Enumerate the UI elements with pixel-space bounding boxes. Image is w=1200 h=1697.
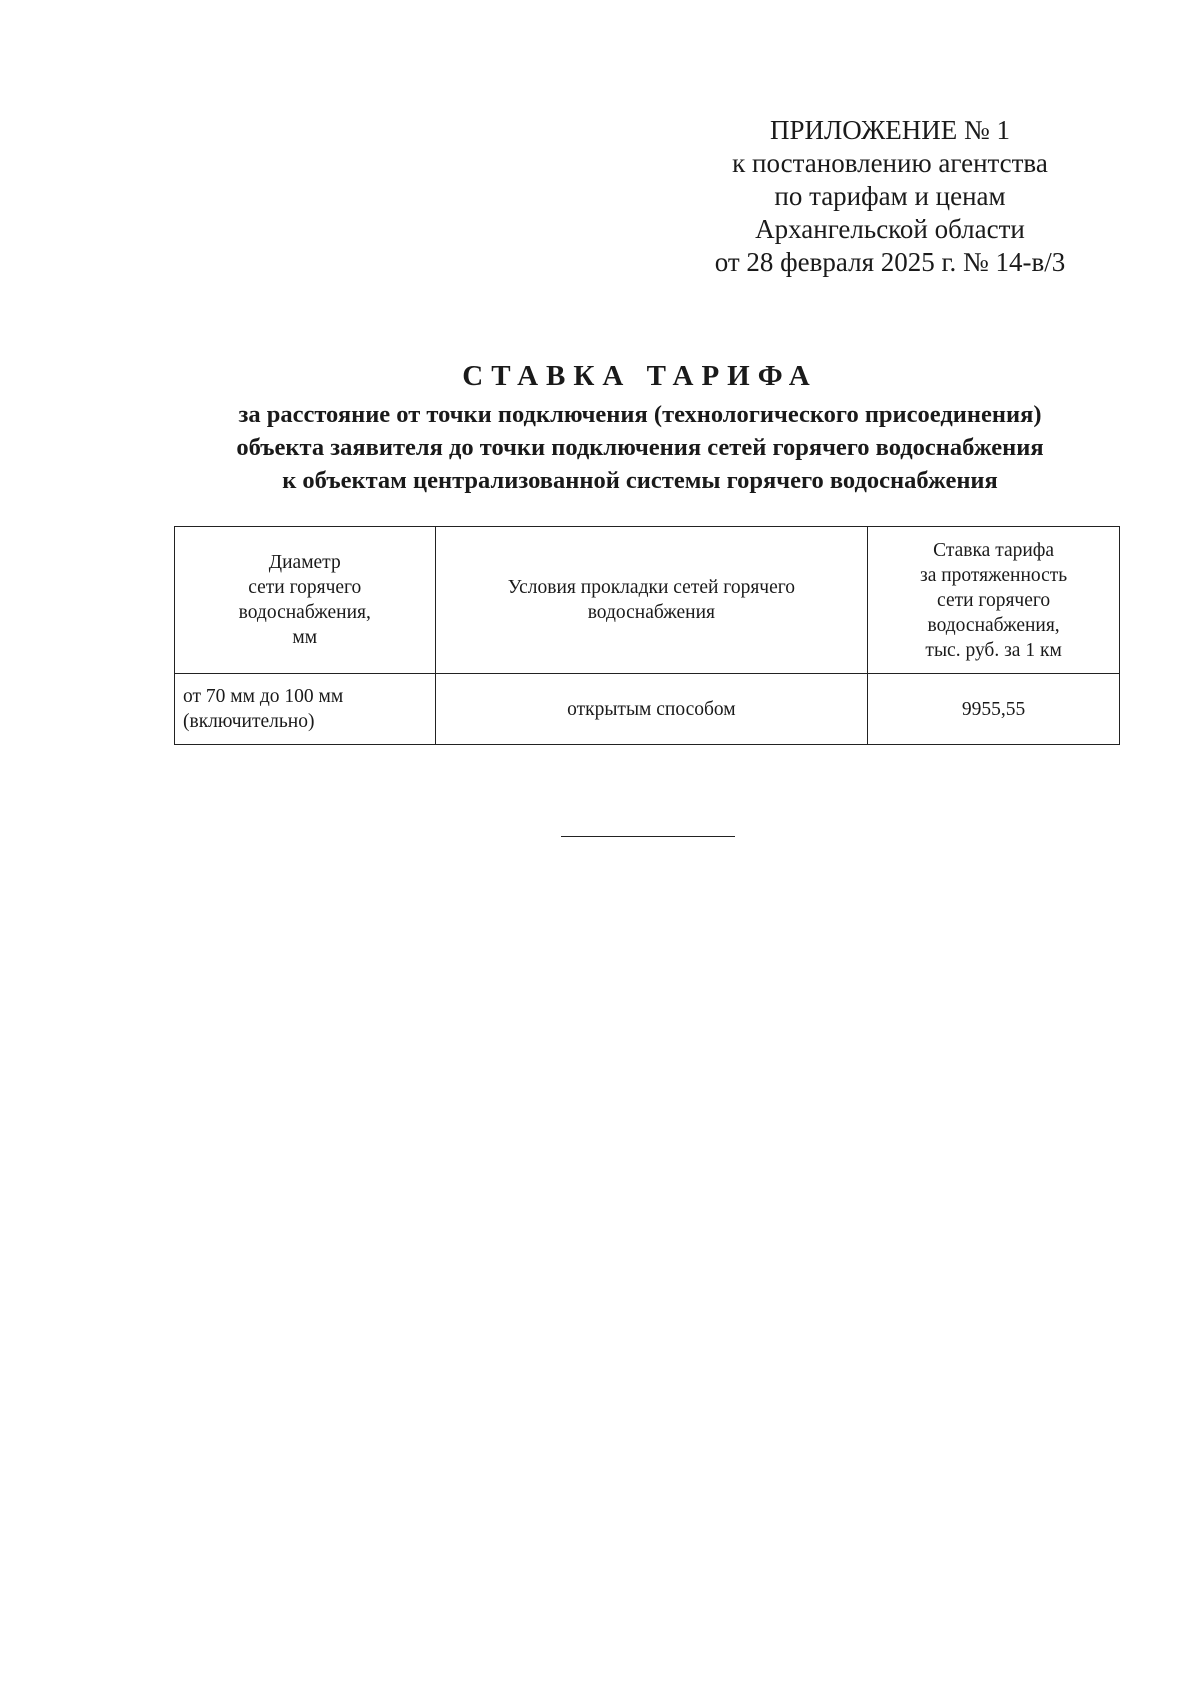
cell-diameter	[175, 674, 436, 745]
header-text: Ставка тарифа	[933, 539, 1055, 561]
cell-rate: 9955,55	[868, 674, 1120, 745]
header-text: за протяженность	[920, 564, 1068, 586]
appendix-date-number: от 28 февраля 2025 г. № 14-в/3	[714, 247, 1066, 277]
header-text: Диаметр	[268, 552, 341, 573]
end-divider-line	[561, 836, 735, 837]
cell-text: от 70 мм до 100 мм	[183, 686, 344, 707]
appendix-line: к постановлению агентства	[732, 148, 1048, 178]
header-text: тыс. руб. за 1 км	[925, 639, 1062, 661]
table-header-row	[175, 527, 1120, 674]
header-conditions	[435, 527, 868, 674]
header-text: водоснабжения,	[238, 602, 371, 623]
cell-text: (включительно)	[183, 711, 315, 732]
table-row	[175, 674, 1120, 745]
header-rate	[868, 527, 1120, 674]
header-text: Условия прокладки сетей горячего	[507, 577, 796, 598]
title-line: за расстояние от точки подключения (технологического присоединения)	[238, 401, 1042, 428]
header-text: сети горячего	[937, 589, 1051, 611]
header-text: сети горячего	[248, 577, 362, 598]
header-text: водоснабжения	[587, 602, 716, 623]
header-diameter	[175, 527, 436, 674]
appendix-title: ПРИЛОЖЕНИЕ № 1	[769, 115, 1011, 145]
tariff-table	[174, 526, 1120, 745]
appendix-header	[690, 114, 1090, 279]
document-title	[160, 358, 1120, 497]
title-line: объекта заявителя до точки подключения сетей горячего водоснабжения	[236, 434, 1044, 461]
header-text: мм	[292, 627, 318, 648]
appendix-line: Архангельской области	[755, 214, 1025, 244]
title-main: СТАВКА ТАРИФА	[462, 360, 818, 392]
appendix-line: по тарифам и ценам	[774, 181, 1006, 211]
header-text: водоснабжения,	[927, 614, 1060, 636]
cell-conditions: открытым способом	[435, 674, 868, 745]
title-line: к объектам централизованной системы горячего водоснабжения	[282, 467, 998, 494]
